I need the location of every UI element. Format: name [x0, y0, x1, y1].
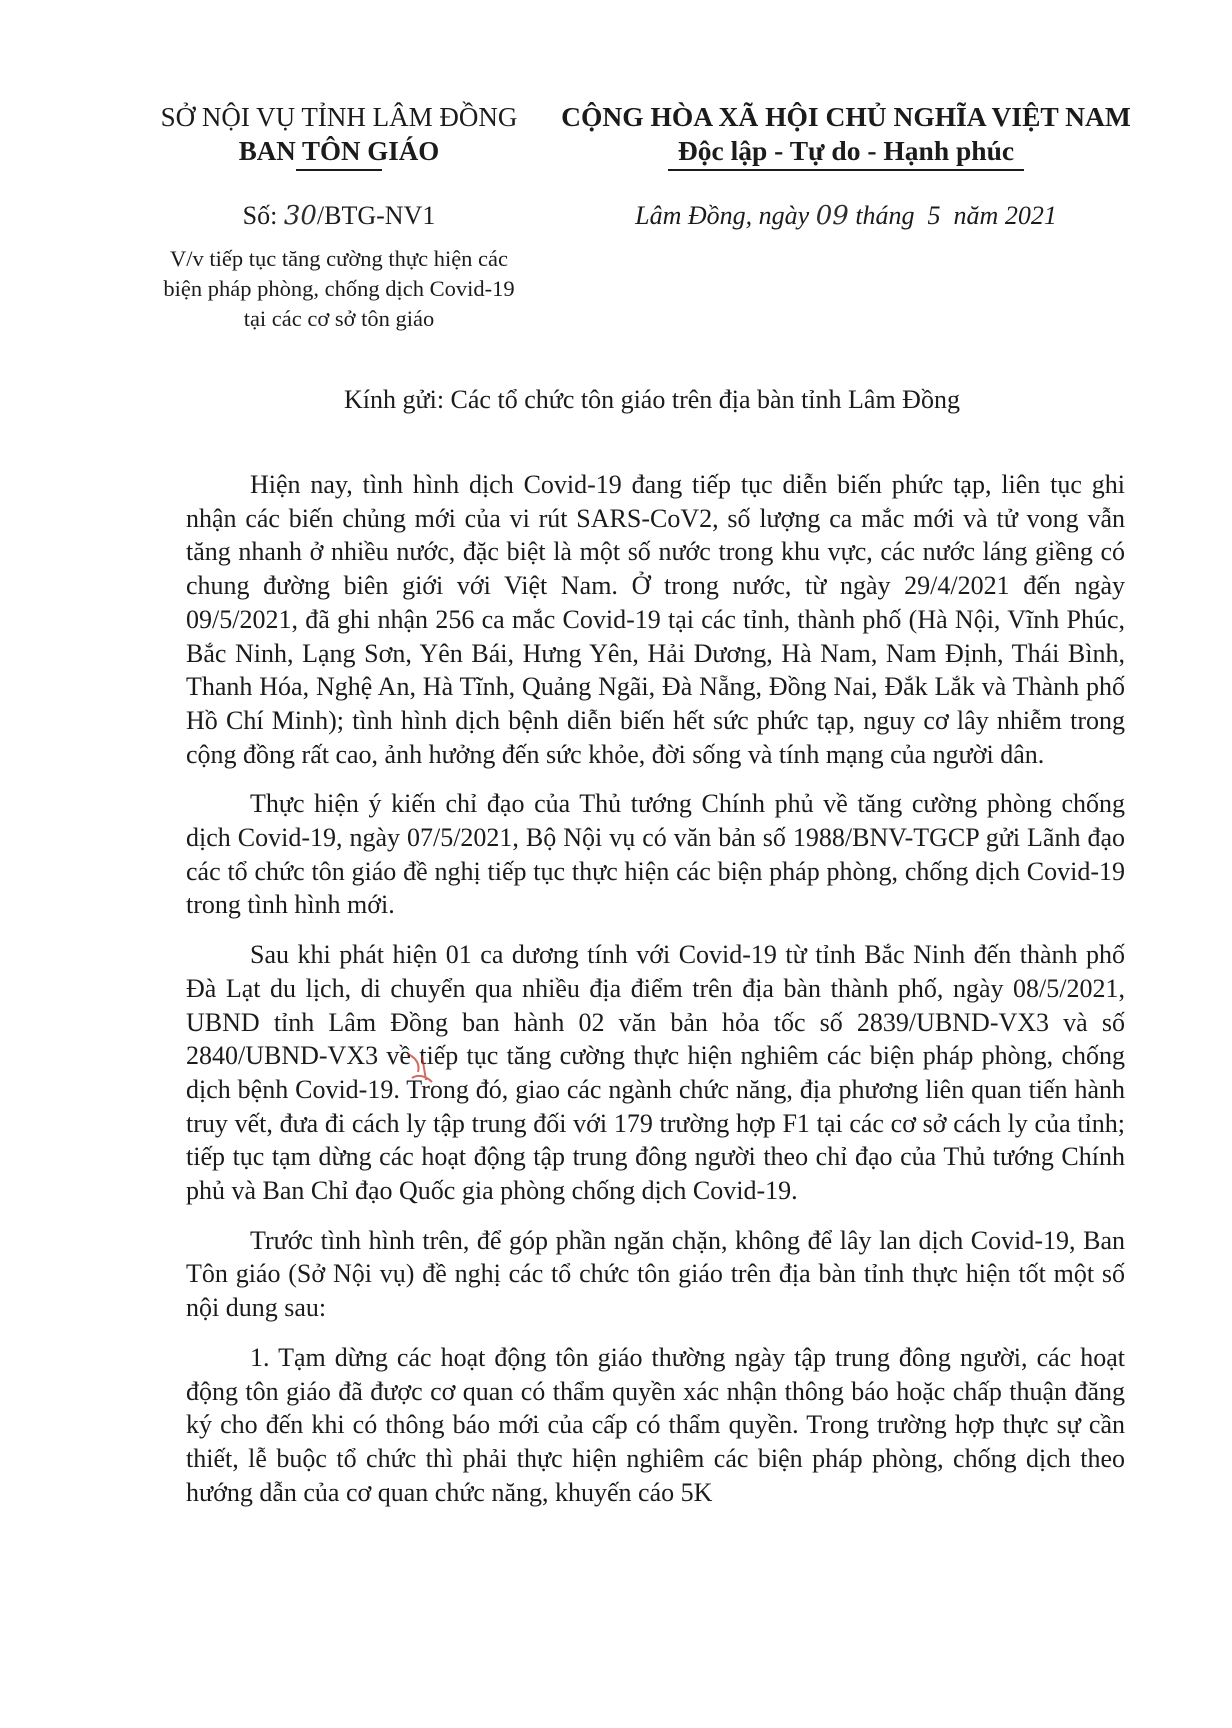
recipient-label: Kính gửi: [344, 385, 445, 414]
document-number-handwritten: 30 [283, 201, 317, 231]
place-and-date [556, 200, 1136, 232]
national-title: CỘNG HÒA XÃ HỘI CHỦ NGHĨA VIỆT NAM [561, 101, 1131, 132]
parent-organization: SỞ NỘI VỤ TỈNH LÂM ĐỒNG [160, 102, 518, 132]
date-year: 2021 [1004, 201, 1057, 230]
subject-line: biện pháp phòng, chống dịch Covid-19 [163, 276, 515, 301]
document-number-prefix: Số: [242, 201, 278, 230]
recipient-name: Các tổ chức tôn giáo trên địa bàn tỉnh Lâm Đồng [450, 385, 960, 414]
document-number-suffix: /BTG-NV1 [316, 201, 436, 230]
recipient-line [344, 383, 960, 417]
document-number [148, 200, 530, 232]
date-year-label: năm [953, 201, 999, 230]
issuing-authority-block [148, 100, 530, 171]
national-title-block [556, 100, 1136, 171]
document-body [186, 468, 1125, 1525]
national-motto: Độc lập - Tự do - Hạnh phúc [677, 135, 1015, 166]
date-place: Lâm Đồng, ngày [635, 201, 810, 230]
organization-name: BAN TÔN GIÁO [238, 136, 440, 166]
document-subject [135, 244, 543, 334]
body-paragraph: Thực hiện ý kiến chỉ đạo của Thủ tướng Chính phủ về tăng cường phòng chống dịch Covid-19, ngày 07/5/2021, Bộ Nội vụ có văn bản số 1988/BNV-TGCP gửi Lãnh đạo các tổ chức tôn giáo đề nghị tiếp tục thực hiện các biện pháp phòng, chống dịch Covid-19 trong tình hình mới. [186, 789, 1125, 920]
date-day: 09 [815, 201, 849, 231]
motto-underline [668, 169, 1024, 171]
red-stamp-mark [402, 1050, 436, 1086]
subject-line: tại các cơ sở tôn giáo [243, 306, 435, 331]
body-paragraph: Sau khi phát hiện 01 ca dương tính với Covid-19 từ tỉnh Bắc Ninh đến thành phố Đà Lạt du lịch, di chuyển qua nhiều địa điểm trên địa bàn thành phố, ngày 08/5/2021, UBND tỉnh Lâm Đồng ban hành 02 văn bản hỏa tốc số 2839/UBND-VX3 và số 2840/UBND-VX3 về tiếp tục tăng cường thực hiện nghiêm các biện pháp phòng, chống dịch bệnh Covid-19. Trong đó, giao các ngành chức năng, địa phương liên quan tiến hành truy vết, đưa đi cách ly tập trung đối với 179 trường hợp F1 tại các cơ sở cách ly của tỉnh; tiếp tục tạm dừng các hoạt động tập trung đông người theo chỉ đạo của Thủ tướng Chính phủ và Ban Chỉ đạo Quốc gia phòng chống dịch Covid-19. [186, 940, 1125, 1206]
body-paragraph: 1. Tạm dừng các hoạt động tôn giáo thường ngày tập trung đông người, các hoạt động tôn giáo đã được cơ quan có thẩm quyền xác nhận thông báo hoặc chấp thuận đăng ký cho đến khi có thông báo mới của cấp có thẩm quyền. Trong trường hợp thực sự cần thiết, lễ buộc tổ chức thì phải thực hiện nghiêm các biện pháp phòng, chống dịch theo hướng dẫn của cơ quan chức năng, khuyến cáo 5K [186, 1342, 1125, 1507]
body-paragraph: Trước tình hình trên, để góp phần ngăn chặn, không để lây lan dịch Covid-19, Ban Tôn giáo (Sở Nội vụ) đề nghị các tổ chức tôn giáo trên địa bàn tỉnh thực hiện tốt một số nội dung sau: [186, 1225, 1125, 1323]
date-month-label: tháng [855, 201, 915, 230]
organization-underline [296, 169, 382, 171]
date-month: 5 [927, 201, 941, 230]
body-paragraph: Hiện nay, tình hình dịch Covid-19 đang tiếp tục diễn biến phức tạp, liên tục ghi nhận các biến chủng mới của vi rút SARS-CoV2, số lượng ca mắc mới và tử vong vẫn tăng nhanh ở nhiều nước, đặc biệt là một số nước trong khu vực, các nước láng giềng có chung đường biên giới với Việt Nam. Ở trong nước, từ ngày 29/4/2021 đến ngày 09/5/2021, đã ghi nhận 256 ca mắc Covid-19 tại các tỉnh, thành phố (Hà Nội, Vĩnh Phúc, Bắc Ninh, Lạng Sơn, Yên Bái, Hưng Yên, Hải Dương, Hà Nam, Nam Định, Thái Bình, Thanh Hóa, Nghệ An, Hà Tĩnh, Quảng Ngãi, Đà Nẵng, Đồng Nai, Đắk Lắk và Thành phố Hồ Chí Minh); tình hình dịch bệnh diễn biến hết sức phức tạp, nguy cơ lây nhiễm trong cộng đồng rất cao, ảnh hưởng đến sức khỏe, đời sống và tính mạng của người dân. [186, 470, 1125, 769]
subject-line: V/v tiếp tục tăng cường thực hiện các [169, 246, 509, 271]
